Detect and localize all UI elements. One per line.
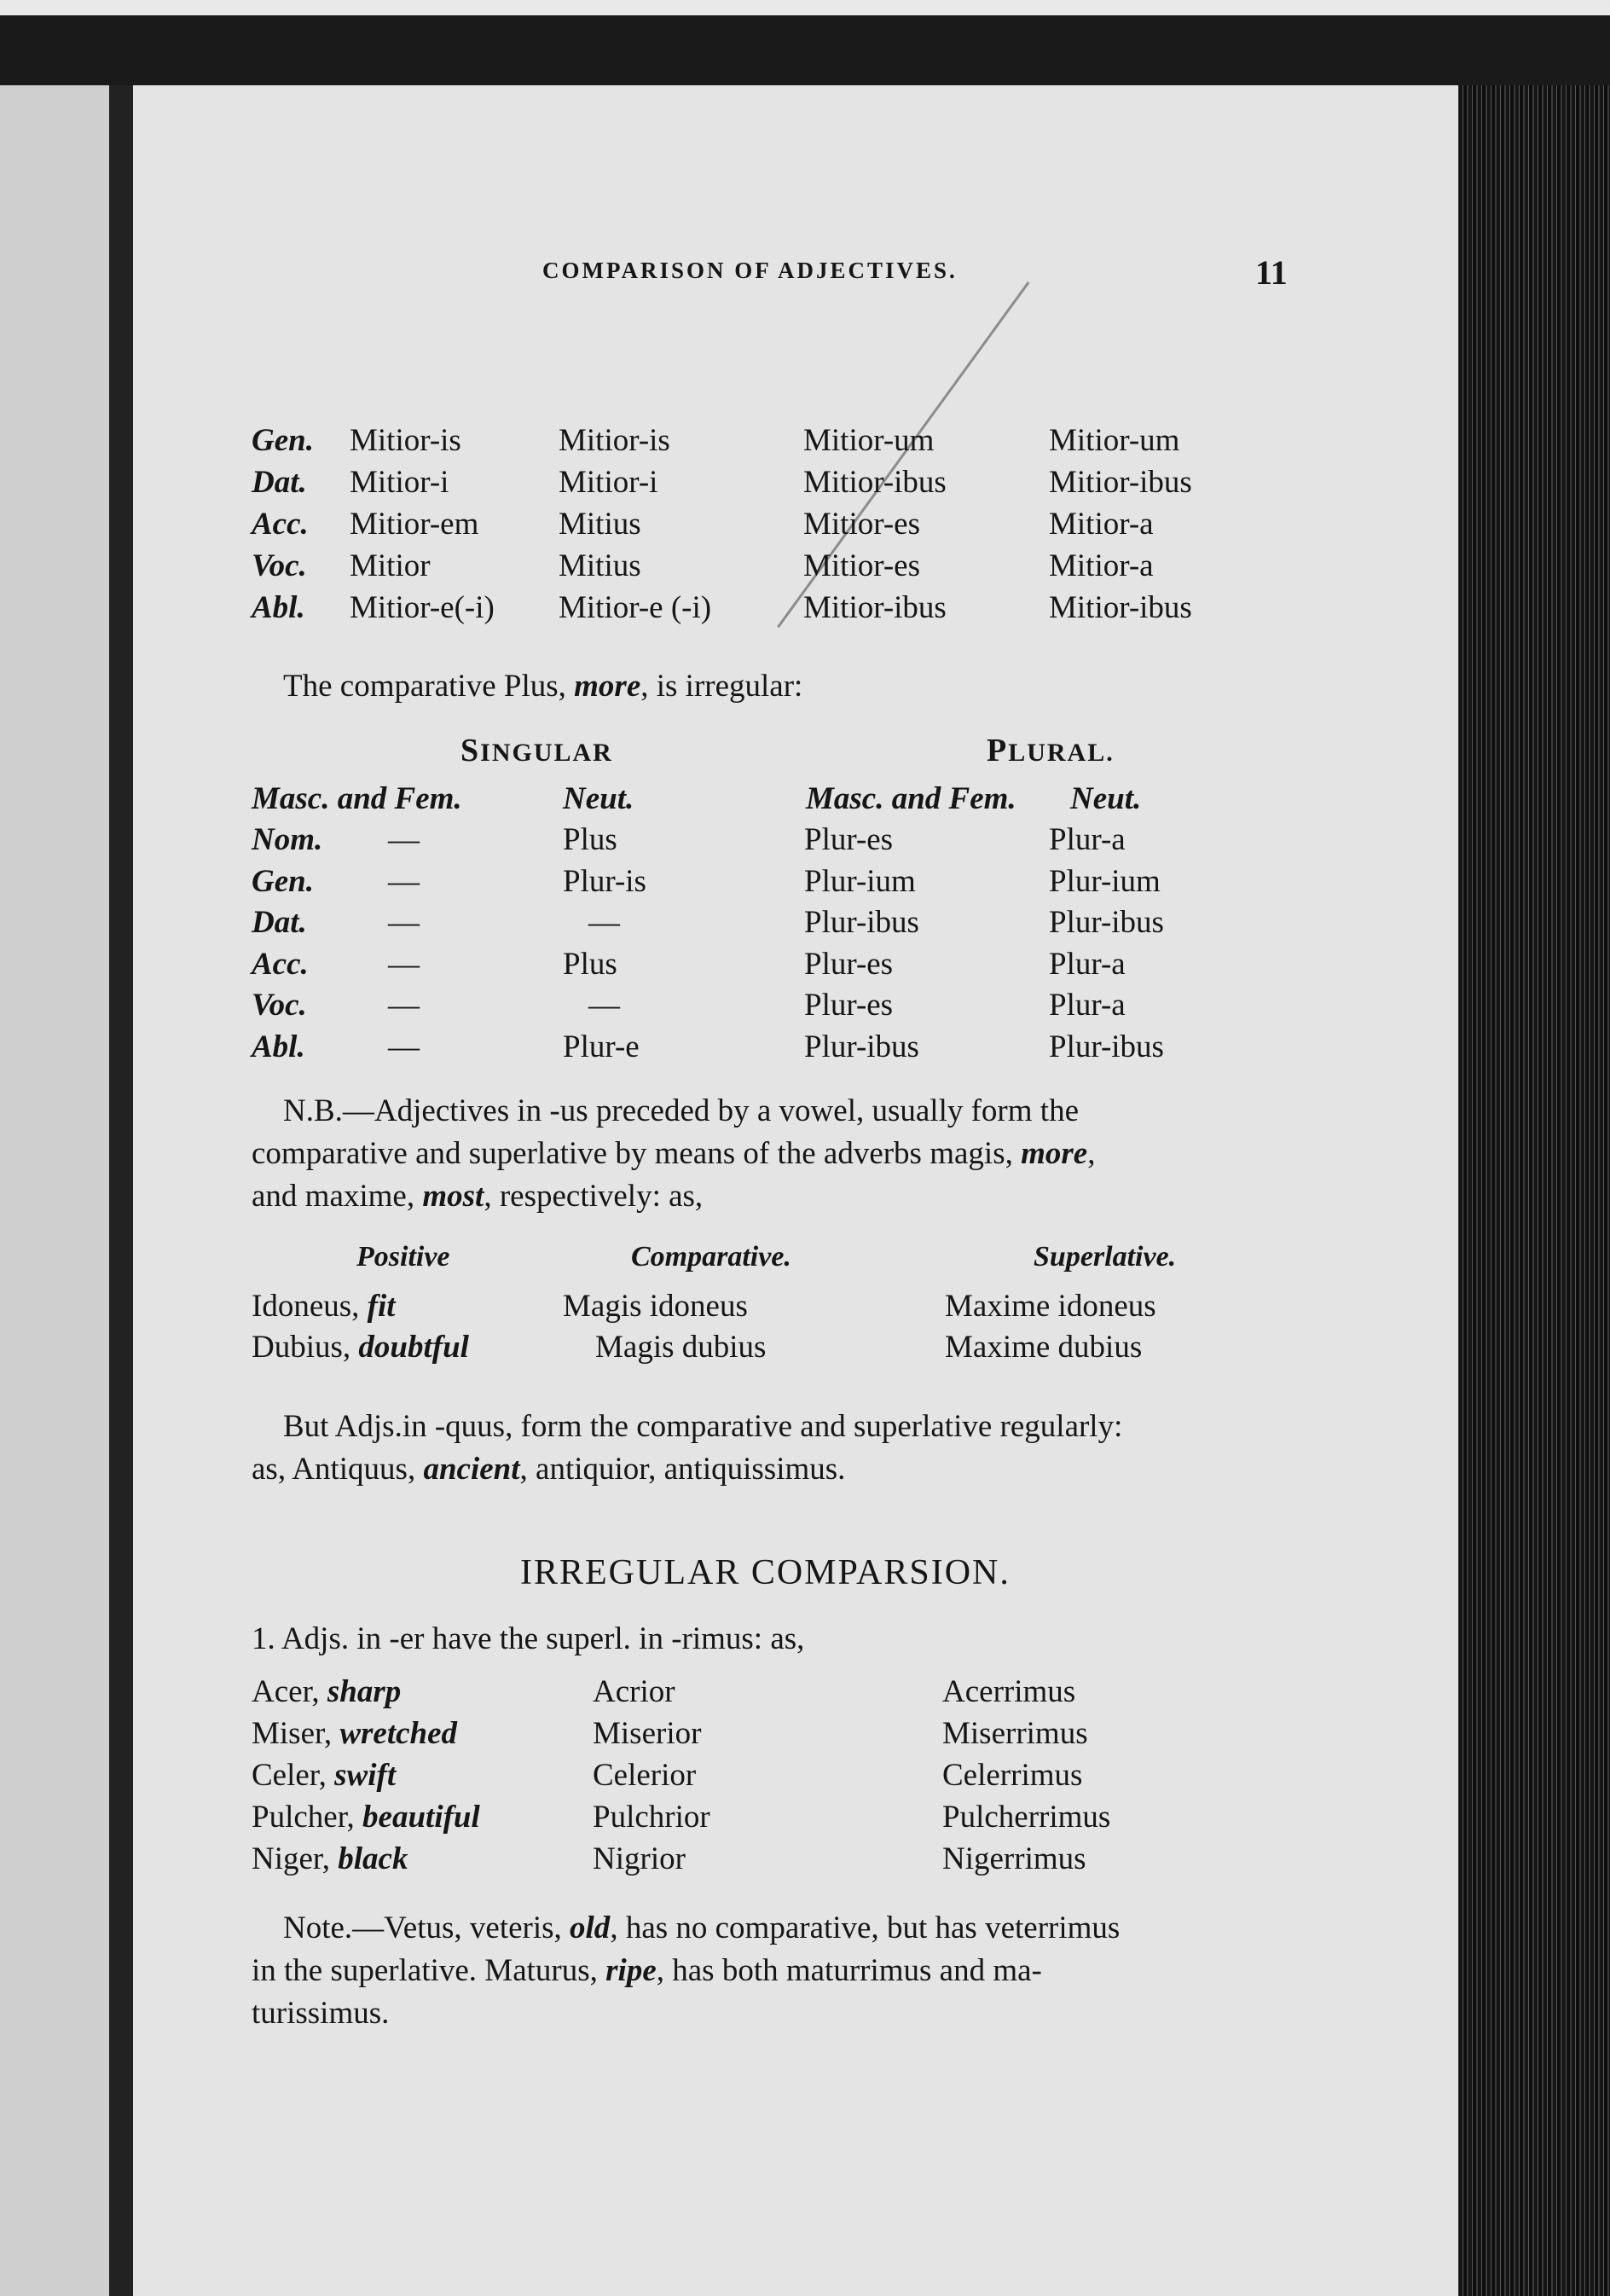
comparative-cell: Nigrior <box>593 1841 686 1876</box>
nb-line-1: N.B.—Adjectives in -us preceded by a vowel, usually form the <box>283 1093 1079 1128</box>
superlative-cell: Celerrimus <box>942 1758 1083 1793</box>
comparative-cell: Miserior <box>593 1716 702 1751</box>
form-cell: — <box>588 905 620 940</box>
positive-cell: Acer, sharp <box>252 1674 402 1709</box>
form-cell: Plur-es <box>804 946 894 982</box>
form-cell: — <box>388 905 420 940</box>
form-cell: — <box>388 946 420 982</box>
book-page-edges <box>1454 85 1610 2296</box>
form-cell: Mitior-ibus <box>803 590 947 625</box>
quus-paragraph <box>252 1406 1122 1491</box>
form-cell: Mitior-e(-i) <box>350 590 495 625</box>
case-label: Abl. <box>252 1029 305 1064</box>
head-superlative: Superlative. <box>1034 1241 1177 1273</box>
form-cell: Plur-ium <box>1049 863 1161 899</box>
form-cell: Plur-ium <box>804 863 916 899</box>
case-label: Dat. <box>252 905 307 940</box>
form-cell: Mitior <box>350 548 431 583</box>
form-cell: Mitior-es <box>803 548 920 583</box>
form-cell: Plur-ibus <box>1049 905 1164 940</box>
head-positive: Positive <box>356 1241 450 1273</box>
form-cell: Mitior-ibus <box>1049 590 1192 625</box>
form-cell: Plur-a <box>1049 988 1126 1023</box>
case-label: Dat. <box>252 465 307 500</box>
form-cell: Plur-ibus <box>1049 1029 1164 1064</box>
note-line-3: turissimus. <box>252 1996 390 2031</box>
form-cell: Plus <box>563 822 617 857</box>
section-heading: IRREGULAR COMPARSION. <box>520 1553 1011 1592</box>
form-cell: Plur-a <box>1049 822 1126 857</box>
form-cell: Mitior-e (-i) <box>559 590 712 625</box>
nb-line-3: and maxime, most, respectively: as, <box>252 1179 704 1214</box>
form-cell: Mitius <box>559 548 641 583</box>
positive-cell: Idoneus, fit <box>252 1289 396 1324</box>
book-page <box>128 85 1458 2296</box>
superlative-cell: Maxime dubius <box>945 1330 1143 1365</box>
head-comparative: Comparative. <box>631 1241 791 1273</box>
page-content <box>128 85 1458 2296</box>
form-cell: Mitior-es <box>803 507 920 542</box>
superlative-cell: Maxime idoneus <box>945 1289 1156 1324</box>
page-number: 11 <box>1255 253 1288 292</box>
case-label: Acc. <box>252 507 309 542</box>
case-label: Abl. <box>252 590 305 625</box>
form-cell: — <box>388 863 420 899</box>
form-cell: Mitior-ibus <box>1049 465 1192 500</box>
comparative-cell: Magis dubius <box>595 1330 767 1365</box>
form-cell: Plur-is <box>563 863 646 899</box>
note-line-1: Note.—Vetus, veteris, old, has no comparative, but has veterrimus <box>283 1910 1121 1945</box>
form-cell: Mitius <box>559 507 641 542</box>
form-cell: Plus <box>563 946 617 982</box>
form-cell: Mitior-is <box>350 423 461 458</box>
note-line-2: in the superlative. Maturus, ripe, has both maturrimus and ma- <box>252 1953 1042 1988</box>
head-masc-fem-singular: Masc. and Fem. <box>252 781 462 816</box>
form-cell: Mitior-a <box>1049 507 1154 542</box>
positive-cell: Niger, black <box>252 1841 408 1876</box>
form-cell: Mitior-em <box>350 507 479 542</box>
form-cell: Mitior-ibus <box>803 465 947 500</box>
form-cell: Plur-a <box>1049 946 1126 982</box>
note-paragraph <box>252 1907 1120 2035</box>
form-cell: Plur-e <box>563 1029 640 1064</box>
nb-line-2: comparative and superlative by means of the adverbs magis, more, <box>252 1136 1096 1171</box>
form-cell: Mitior-i <box>559 465 658 500</box>
head-masc-fem-plural: Masc. and Fem. <box>806 781 1016 816</box>
scan-top-edge <box>0 0 1610 15</box>
form-cell: — <box>388 1029 420 1064</box>
form-cell: — <box>388 822 420 857</box>
rule-line: 1. Adjs. in -er have the superl. in -rimus: as, <box>252 1621 805 1656</box>
positive-cell: Miser, wretched <box>252 1716 458 1751</box>
form-cell: Mitior-i <box>350 465 449 500</box>
plus-intro: The comparative Plus, more, is irregular: <box>283 669 803 704</box>
form-cell: Mitior-is <box>559 423 670 458</box>
form-cell: — <box>588 988 620 1023</box>
superlative-cell: Acerrimus <box>942 1674 1076 1709</box>
comparative-cell: Pulchrior <box>593 1800 710 1835</box>
facing-page-edge <box>0 85 109 2296</box>
superlative-cell: Pulcherrimus <box>942 1800 1111 1835</box>
comparative-cell: Magis idoneus <box>563 1289 748 1324</box>
case-label: Nom. <box>252 822 323 857</box>
comparative-cell: Celerior <box>593 1758 697 1793</box>
nb-paragraph <box>252 1090 1095 1218</box>
head-neut-singular: Neut. <box>563 781 634 816</box>
book-binding <box>109 85 133 2296</box>
form-cell: Mitior-um <box>803 423 935 458</box>
form-cell: Plur-ibus <box>804 1029 919 1064</box>
superlative-cell: Miserrimus <box>942 1716 1088 1751</box>
form-cell: Plur-es <box>804 822 894 857</box>
head-neut-plural: Neut. <box>1070 781 1142 816</box>
quus-line-2: as, Antiquus, ancient, antiquior, antiquissimus. <box>252 1452 846 1487</box>
positive-cell: Celer, swift <box>252 1758 397 1793</box>
singular-heading: SINGULAR <box>460 733 613 768</box>
form-cell: Plur-ibus <box>804 905 919 940</box>
case-label: Voc. <box>252 988 307 1023</box>
form-cell: Plur-es <box>804 988 894 1023</box>
superlative-cell: Nigerrimus <box>942 1841 1086 1876</box>
form-cell: — <box>388 988 420 1023</box>
comparative-cell: Acrior <box>593 1674 675 1709</box>
case-label: Voc. <box>252 548 307 583</box>
positive-cell: Dubius, doubtful <box>252 1330 469 1365</box>
form-cell: Mitior-a <box>1049 548 1154 583</box>
plural-heading: PLURAL. <box>987 733 1115 768</box>
case-label: Gen. <box>252 423 314 458</box>
positive-cell: Pulcher, beautiful <box>252 1800 480 1835</box>
case-label: Gen. <box>252 863 314 899</box>
quus-line-1: But Adjs.in -quus, form the comparative and superlative regularly: <box>283 1409 1123 1444</box>
running-head: COMPARISON OF ADJECTIVES. <box>542 258 958 283</box>
case-label: Acc. <box>252 946 309 982</box>
form-cell: Mitior-um <box>1049 423 1180 458</box>
